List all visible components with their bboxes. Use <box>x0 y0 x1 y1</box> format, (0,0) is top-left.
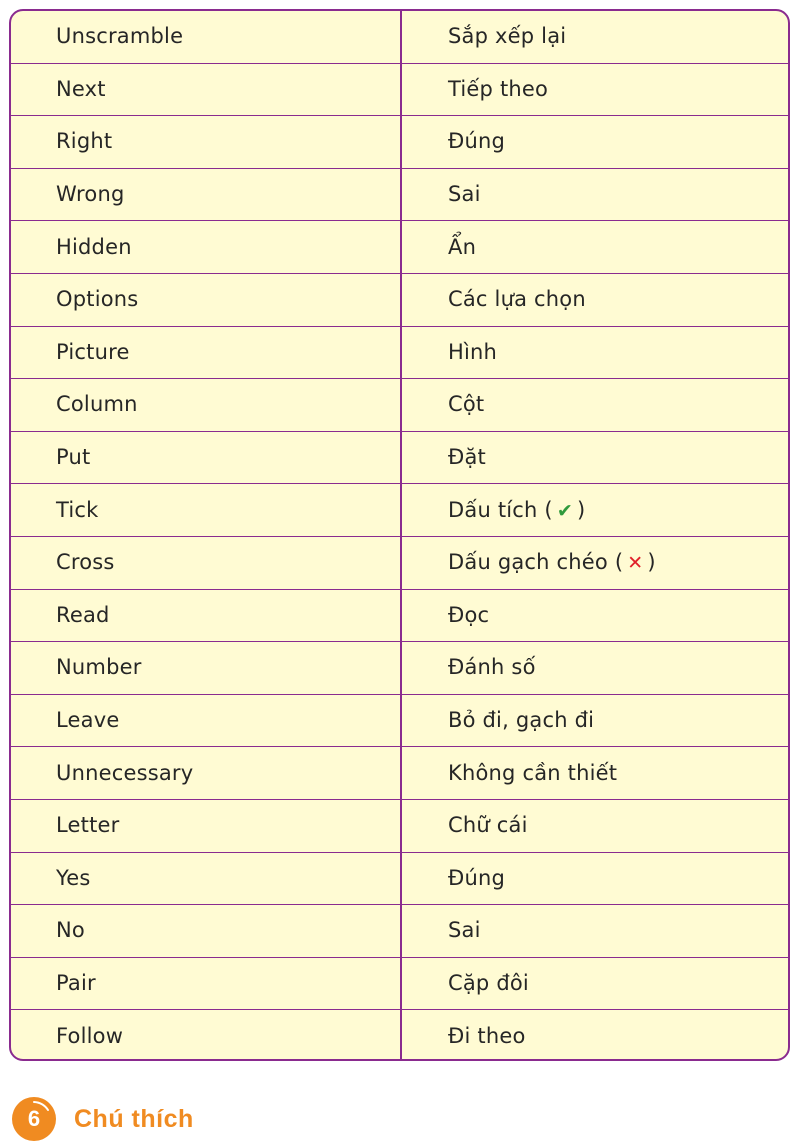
table-row <box>11 484 788 537</box>
vietnamese-term: Đánh số <box>448 655 536 680</box>
section-number: 6 <box>27 1106 41 1131</box>
english-term: No <box>56 918 85 943</box>
table-row <box>11 905 788 958</box>
english-term: Letter <box>56 813 120 838</box>
table-row <box>11 642 788 695</box>
vietnamese-term <box>448 497 586 522</box>
table-row <box>11 695 788 748</box>
english-term: Next <box>56 76 106 101</box>
english-term: Right <box>56 129 113 154</box>
vietnamese-term: Bỏ đi, gạch đi <box>448 708 595 733</box>
check-icon: ✔ <box>556 499 573 522</box>
vietnamese-term-text: Dấu gạch chéo ( <box>448 550 624 575</box>
vietnamese-term: Sai <box>448 918 481 943</box>
english-term: Number <box>56 655 142 680</box>
vietnamese-term: Đi theo <box>448 1024 526 1049</box>
vietnamese-term: Cặp đôi <box>448 971 529 996</box>
table-row <box>11 1010 788 1061</box>
english-term: Put <box>56 445 91 470</box>
english-term: Leave <box>56 708 120 733</box>
english-term: Options <box>56 287 139 312</box>
vietnamese-term: Hình <box>448 339 498 364</box>
vietnamese-term: Chữ cái <box>448 813 528 838</box>
table-row <box>11 221 788 274</box>
english-term: Yes <box>56 865 91 890</box>
vietnamese-term: Ẩn <box>448 234 477 259</box>
table-row <box>11 590 788 643</box>
table-row <box>11 11 788 64</box>
vietnamese-term: Không cần thiết <box>448 760 618 785</box>
english-term: Read <box>56 602 110 627</box>
table-row <box>11 116 788 169</box>
vietnamese-term: Tiếp theo <box>448 76 549 101</box>
english-term: Cross <box>56 550 115 575</box>
vietnamese-term <box>448 552 656 573</box>
english-term: Unnecessary <box>56 760 194 785</box>
section-number-badge <box>12 1097 56 1141</box>
vietnamese-term-close: ) <box>576 497 586 522</box>
table-row <box>11 747 788 800</box>
english-term: Hidden <box>56 234 132 259</box>
vietnamese-term: Đọc <box>448 602 490 627</box>
table-row <box>11 274 788 327</box>
table-row <box>11 169 788 222</box>
vietnamese-term-text: Dấu tích ( <box>448 497 553 522</box>
vietnamese-term: Đúng <box>448 865 506 890</box>
table-row <box>11 327 788 380</box>
cross-icon: ✕ <box>627 552 644 575</box>
table-row <box>11 432 788 485</box>
table-row <box>11 64 788 117</box>
english-term: Unscramble <box>56 24 184 49</box>
vietnamese-term: Sai <box>448 182 481 207</box>
section-title: Chú thích <box>74 1104 194 1133</box>
english-term: Pair <box>56 971 96 996</box>
badge-arc-icon <box>12 1097 56 1141</box>
vietnamese-term: Đúng <box>448 129 506 154</box>
table-row <box>11 853 788 906</box>
english-term: Follow <box>56 1024 124 1049</box>
english-term: Column <box>56 392 138 417</box>
vietnamese-term-close: ) <box>647 550 656 575</box>
vietnamese-term: Sắp xếp lại <box>448 24 567 49</box>
english-term: Picture <box>56 339 130 364</box>
section-heading <box>12 1097 194 1141</box>
vietnamese-term: Đặt <box>448 445 486 470</box>
table-row <box>11 537 788 590</box>
table-row <box>11 800 788 853</box>
table-row <box>11 379 788 432</box>
vietnamese-term: Cột <box>448 392 485 417</box>
english-term: Wrong <box>56 182 125 207</box>
table-row <box>11 958 788 1011</box>
vietnamese-term: Các lựa chọn <box>448 287 586 312</box>
vocabulary-table <box>9 9 790 1061</box>
english-term: Tick <box>56 497 99 522</box>
